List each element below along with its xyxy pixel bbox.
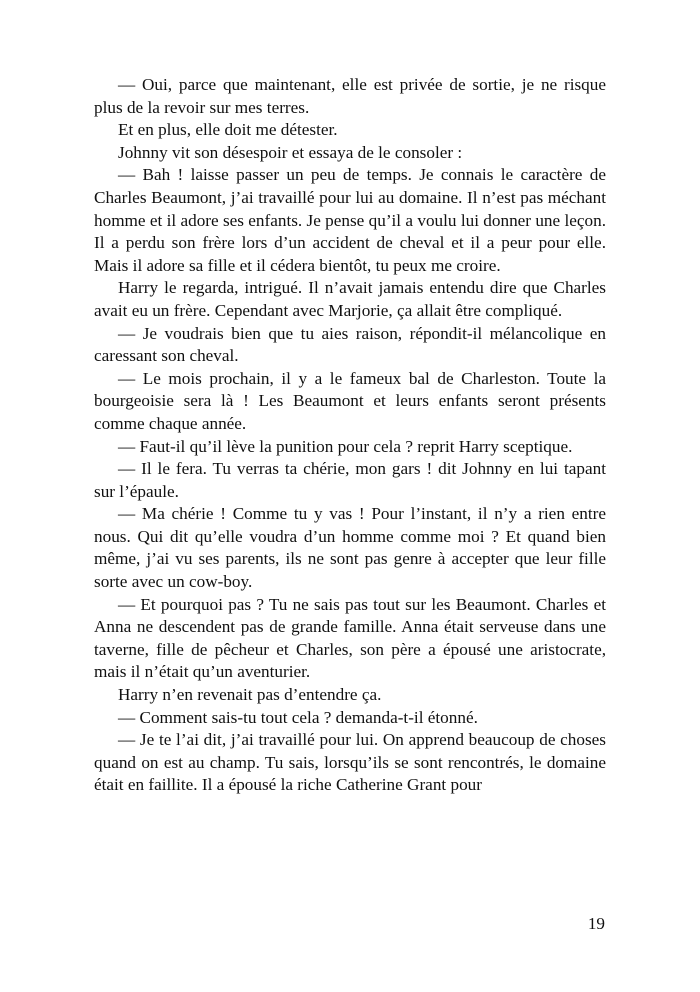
page-number: 19 [587,914,605,933]
paragraph: — Je voudrais bien que tu aies raison, répondit-il mélancolique en caressant son cheval. [94,323,606,366]
paragraph: — Bah ! laisse passer un peu de temps. Je connais le caractère de Charles Beaumont, j’ai travaillé pour lui au domaine. Il n’est pas méchant homme et il adore ses enfants. Je pense qu’il a voulu lui donner une leçon. Il a perdu son frère lors d’un accident de cheval et il a peur pour elle. Mais il adore sa fille et il cédera bientôt, tu peux me croire. [94,165,606,275]
paragraph: — Ma chérie ! Comme tu y vas ! Pour l’instant, il n’y a rien entre nous. Qui dit qu’elle voudra d’un homme comme moi ? Et quand bien même, j’ai vu ses parents, ils ne sont pas genre à accepter que leur fille sorte avec un cow-boy. [94,504,606,592]
paragraph: — Le mois prochain, il y a le fameux bal de Charleston. Toute la bourgeoisie sera là ! Les Beaumont et leurs enfants seront présents comme chaque année. [94,368,606,433]
body-text [94,74,606,797]
paragraph: — Je te l’ai dit, j’ai travaillé pour lui. On apprend beaucoup de choses quand on est au champ. Tu sais, lorsqu’ils se sont rencontrés, le domaine était en faillite. Il a épousé la riche Catherine Grant pour [94,730,606,795]
paragraph: — Il le fera. Tu verras ta chérie, mon gars ! dit Johnny en lui tapant sur l’épaule. [94,459,606,501]
paragraph: — Et pourquoi pas ? Tu ne sais pas tout sur les Beaumont. Charles et Anna ne descendent pas de grande famille. Anna était serveuse dans une taverne, fille de pêcheur et Charles, son père a épousé une aristocrate, mais il n’était qu’un aventurier. [94,594,606,682]
paragraph: Harry n’en revenait pas d’entendre ça. [118,685,382,705]
paragraph: — Faut-il qu’il lève la punition pour cela ? reprit Harry sceptique. [118,436,573,456]
paragraph: Johnny vit son désespoir et essaya de le consoler : [118,142,463,162]
paragraph: Et en plus, elle doit me détester. [118,120,338,140]
paragraph: — Oui, parce que maintenant, elle est privée de sortie, je ne risque plus de la revoir sur mes terres. [94,75,606,117]
paragraph: — Comment sais-tu tout cela ? demanda-t-il étonné. [118,707,478,727]
paragraph: Harry le regarda, intrigué. Il n’avait jamais entendu dire que Charles avait eu un frère. Cependant avec Marjorie, ça allait être compliqué. [94,278,606,320]
